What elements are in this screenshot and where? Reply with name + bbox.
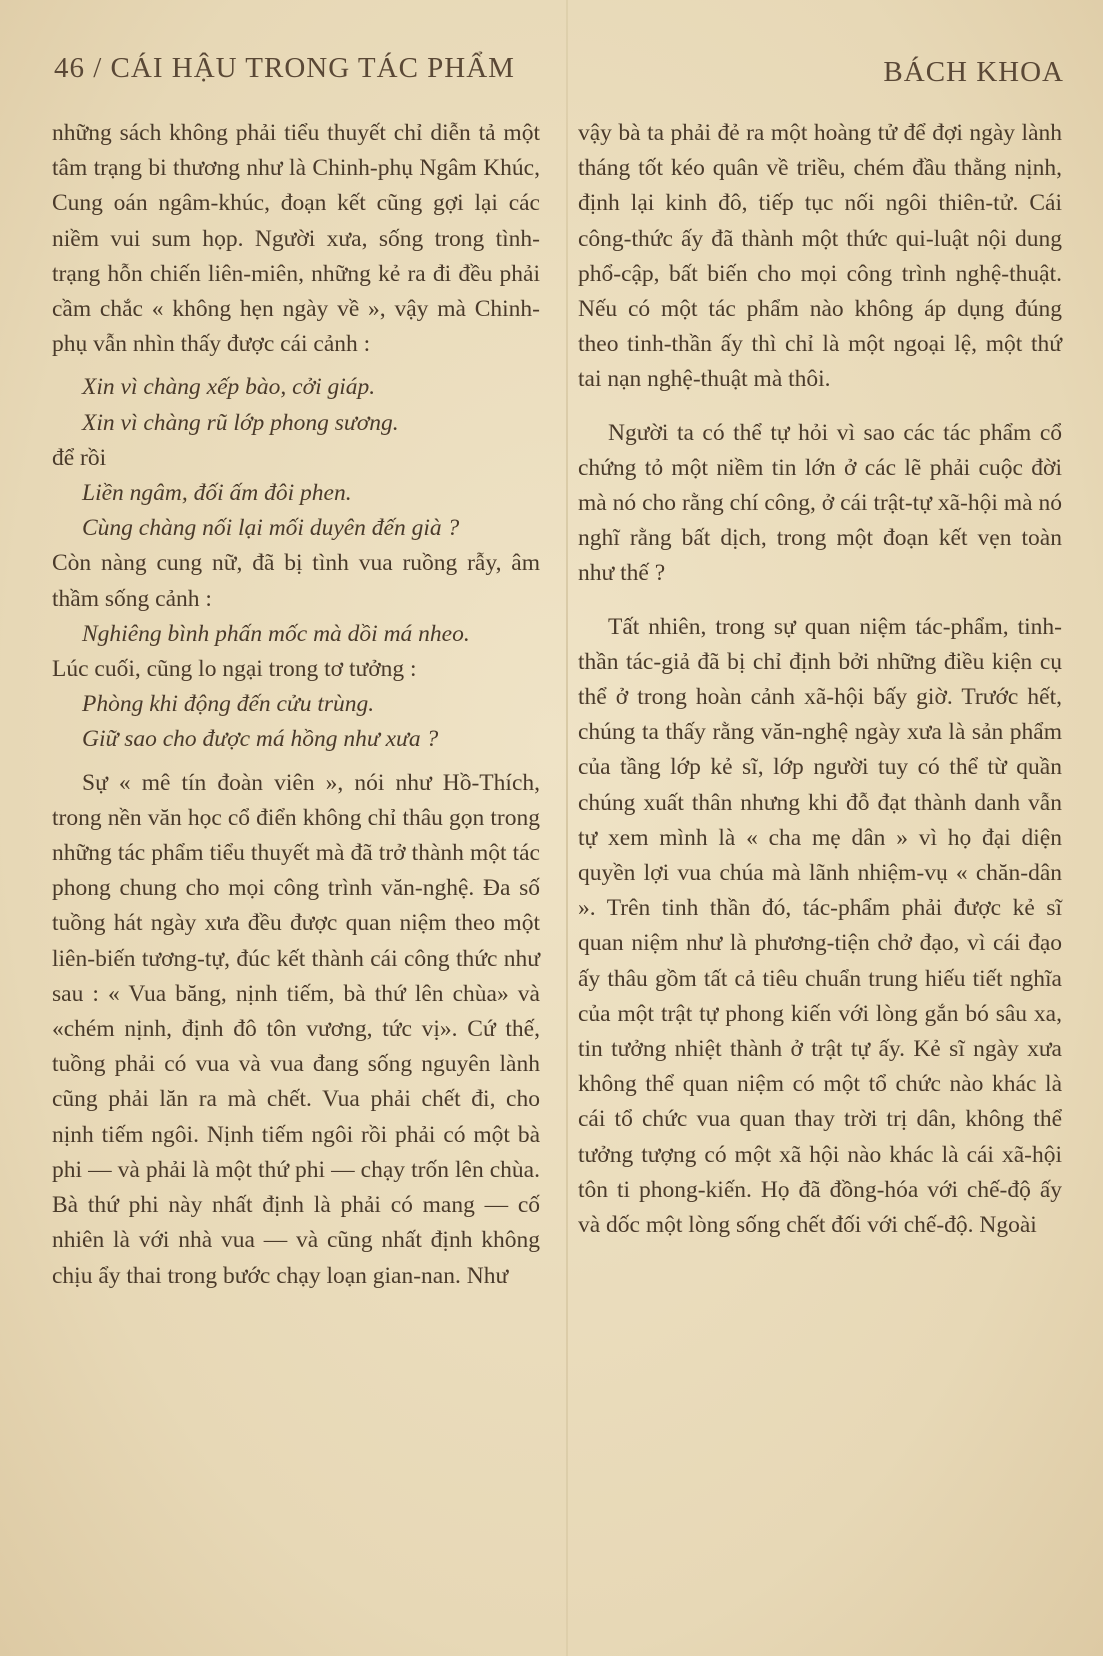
verse-line: Xin vì chàng xếp bào, cởi giáp. [82,374,376,401]
paragraph: Còn nàng cung nữ, đã bị tình vua ruồng rẫy, âm thầm sống cảnh : [52,550,540,612]
page-fold-shadow [566,0,568,1656]
left-text-column [52,116,540,1294]
paragraph: Lúc cuối, cũng lo ngại trong tơ tưởng : [52,656,417,683]
paragraph: vậy bà ta phải đẻ ra một hoàng tử để đợi ngày lành tháng tốt kéo quân về triều, chém đầu thằng nịnh, định lại kinh đô, tiếp tục nối ngôi thiên-tử. Cái công-thức ấy đã thành một thức qui-luật nội dung phổ-cập, bất biến cho mọi công trình nghệ-thuật. Nếu có một tác phẩm nào không áp dụng đúng theo tinh-thần ấy thì chỉ là một ngoại lệ, một thứ tai nạn nghệ-thuật mà thôi. [578,120,1062,393]
right-text-column [578,116,1062,1243]
paragraph: Tất nhiên, trong sự quan niệm tác-phẩm, tinh-thần tác-giả đã bị chỉ định bởi những điều kiện cụ thể ở trong hoàn cảnh xã-hội bấy giờ. Trước hết, chúng ta thấy rằng văn-nghệ ngày xưa là sản phẩm của tầng lớp kẻ sĩ, lớp người tuy có thể từ quần chúng xuất thân nhưng khi đỗ đạt thành danh vẫn tự xem mình là « cha mẹ dân » vì họ đại diện quyền lợi vua chúa mà lãnh nhiệm-vụ « chăn-dân ». Trên tinh thần đó, tác-phẩm phải được kẻ sĩ quan niệm như là phương-tiện chở đạo, vì cái đạo ấy thâu gồm tất cả tiêu chuẩn trung hiếu tiết nghĩa của một trật tự phong kiến với lòng gắn bó sâu xa, tin tưởng nhiệt thành ở trật tự ấy. Kẻ sĩ ngày xưa không thể quan niệm có một tổ chức nào khác là cái tổ chức vua quan thay trời trị dân, không thể tưởng tượng có một xã hội nào khác là cái xã-hội tôn ti phong-kiến. Họ đã đồng-hóa với chế-độ ấy và dốc một lòng sống chết đối với chế-độ. Ngoài [578,613,1062,1239]
paragraph: Sự « mê tín đoàn viên », nói như Hồ-Thích, trong nền văn học cổ điển không chỉ thâu gọn trong những tác phẩm tiểu thuyết mà đã trở thành một tác phong chung cho mọi công trình văn-nghệ. Đa số tuồng hát ngày xưa đều được quan niệm theo một liên-biến tương-tự, đúc kết thành cái công thức như sau : « Vua băng, nịnh tiếm, bà thứ lên chùa» và «chém nịnh, định đô tôn vương, tức vị». Cứ thế, tuồng phải có vua và vua đang sống nguyên lành cũng phải lăn ra mà chết. Vua phải chết đi, cho nịnh tiếm ngôi. Nịnh tiếm ngôi rồi phải có một bà phi — và phải là một thứ phi — chạy trốn lên chùa. Bà thứ phi này nhất định là phải có mang — cố nhiên là với nhà vua — và cũng nhất định không chịu ẩy thai trong bước chạy loạn gian-nan. Như [52,769,540,1289]
paragraph: những sách không phải tiểu thuyết chỉ diễn tả một tâm trạng bi thương như là Chinh-phụ Ngâm Khúc, Cung oán ngâm-khúc, đoạn kết cũng gợi lại các niềm vui sum họp. Người xưa, sống trong tình-trạng hỗn chiến liên-miên, những kẻ ra đi đều phải cầm chắc « không hẹn ngày về », vậy mà Chinh-phụ vẫn nhìn thấy được cái cảnh : [52,120,540,358]
verse-line: Giữ sao cho được má hồng như xưa ? [82,726,439,753]
paragraph: để rồi [52,444,107,471]
header-page-title: 46 / CÁI HẬU TRONG TÁC PHẨM [54,52,515,84]
paragraph: Người ta có thể tự hỏi vì sao các tác phẩm cổ chứng tỏ một niềm tin lớn ở các lẽ phải cuộc đời mà nó cho rằng chí công, ở cái trật-tự xã-hội mà nó nghĩ rằng bất dịch, trong một đoạn kết vẹn toàn như thế ? [578,419,1062,587]
header-magazine-name: BÁCH KHOA [883,56,1064,88]
running-header [54,52,1064,92]
verse-line: Nghiêng bình phấn mốc mà dồi má nheo. [82,620,470,647]
verse-line: Liền ngâm, đối ấm đôi phen. [82,480,352,507]
verse-line: Phòng khi động đến cửu trùng. [82,691,375,718]
verse-line: Cùng chàng nối lại mối duyên đến già ? [82,515,460,542]
verse-line: Xin vì chàng rũ lớp phong sương. [82,409,399,436]
